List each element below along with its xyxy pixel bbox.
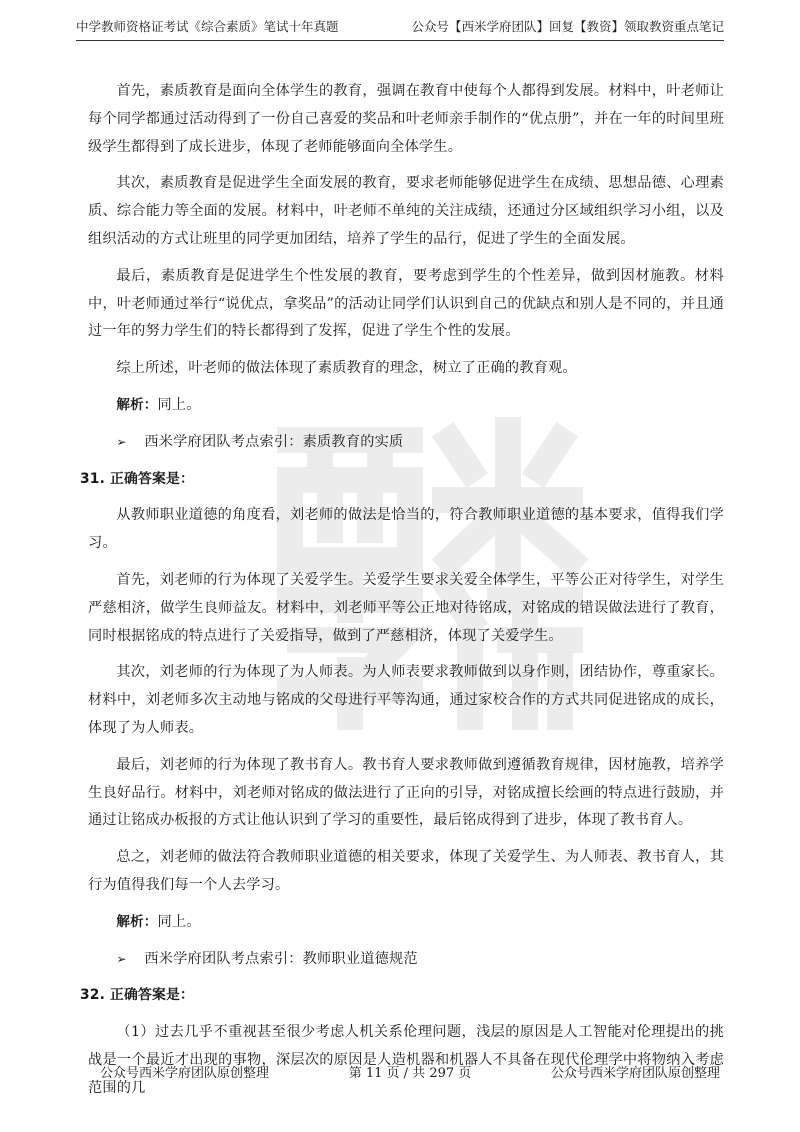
header-left-title: 中学教师资格证考试《综合素质》笔试十年真题: [76, 19, 339, 34]
page-footer: [100, 1064, 720, 1084]
document-body: [80, 78, 724, 1112]
arrow-bullet-icon: ➢: [116, 951, 127, 966]
index-bullet: [116, 429, 724, 457]
paragraph: 从教师职业道德的角度看，刘老师的做法是恰当的，符合教师职业道德的基本要求，值得我们学习。: [88, 507, 724, 552]
analysis-line: [88, 909, 724, 937]
arrow-bullet-icon: ➢: [116, 434, 127, 449]
page-number: 第 11 页 / 共 297 页: [348, 1066, 472, 1081]
paragraph: 首先，素质教育是面向全体学生的教育，强调在教育中使每个人都得到发展。材料中，叶老师让每个同学都通过活动得到了一份自己喜爱的奖品和叶老师亲手制作的“优点册”，并在一年的时间里班级学生都得到了成长进步，体现了老师能够面向全体学生。: [88, 83, 724, 155]
analysis-label: 解析：: [116, 913, 158, 930]
header-right-note: 公众号【西米学府团队】回复【教资】领取教资重点笔记: [411, 19, 724, 34]
answer-heading: 31. 正确答案是：: [80, 470, 195, 487]
answer-heading: 32. 正确答案是：: [80, 987, 195, 1004]
paragraph: 最后，刘老师的行为体现了教书育人。教书育人要求教师做到遵循教育规律，因材施教，培养学生良好品行。材料中，刘老师对铭成的做法进行了正向的引导，对铭成擅长绘画的特点进行鼓励，并通过让铭成办板报的方式让他认识到了学习的重要性，最后铭成得到了进步，体现了教书育人。: [88, 756, 724, 829]
paragraph: 最后，素质教育是促进学生个性发展的教育，要考虑到学生的个性差异，做到因材施教。材料中，叶老师通过举行“说优点，拿奖品”的活动让同学们认识到自己的优缺点和别人是不同的，并且通过一年的努力学生们的特长都得到了发挥，促进了学生个性的发展。: [88, 267, 724, 340]
footer-left-note: 公众号西米学府团队原创整理: [100, 1066, 270, 1081]
analysis-text: 同上。: [157, 913, 201, 930]
paragraph: 其次，刘老师的行为体现了为人师表。为人师表要求教师做到以身作则，团结协作，尊重家长。材料中，刘老师多次主动地与铭成的父母进行平等沟通，通过家校合作的方式共同促进铭成的成长，体现了为人师表。: [88, 664, 724, 736]
index-bullet: [116, 946, 724, 974]
analysis-label: 解析：: [116, 396, 158, 413]
paragraph: 总之，刘老师的做法符合教师职业道德的相关要求，体现了关爱学生、为人师表、教书育人，其行为值得我们每一个人去学习。: [88, 849, 724, 893]
paragraph: 其次，素质教育是促进学生全面发展的教育，要求老师能够促进学生在成绩、思想品德、心理素质、综合能力等全面的发展。材料中，叶老师不单纯的关注成绩，还通过分区域组织学习小组，以及组织活动的方式让班里的同学更加团结，培养了学生的品行，促进了学生的全面发展。: [88, 175, 724, 247]
bullet-text: 西米学府团队考点索引：教师职业道德规范: [144, 950, 418, 967]
paragraph: 综上所述，叶老师的做法体现了素质教育的理念，树立了正确的教育观。: [116, 360, 577, 377]
paragraph: 首先，刘老师的行为体现了关爱学生。关爱学生要求关爱全体学生，平等公正对待学生，对学生严慈相济，做学生良师益友。材料中，刘老师平等公正地对待铭成，对铭成的错误做法进行了教育，同时根据铭成的特点进行了关爱指导，做到了严慈相济，体现了关爱学生。: [88, 571, 724, 644]
analysis-text: 同上。: [157, 396, 201, 413]
bullet-text: 西米学府团队考点索引：素质教育的实质: [144, 433, 404, 450]
page-header: [76, 14, 724, 41]
footer-right-note: 公众号西米学府团队原创整理: [550, 1066, 720, 1081]
analysis-line: [88, 392, 724, 420]
paragraph: （1）过去几乎不重视甚至很少考虑人机关系伦理问题，浅层的原因是人工智能对伦理提出的挑战是一个最近才出现的事物，深层次的原因是人造机器和机器人不具备在现代伦理学中将物纳入考虑范围的几: [88, 1024, 724, 1096]
